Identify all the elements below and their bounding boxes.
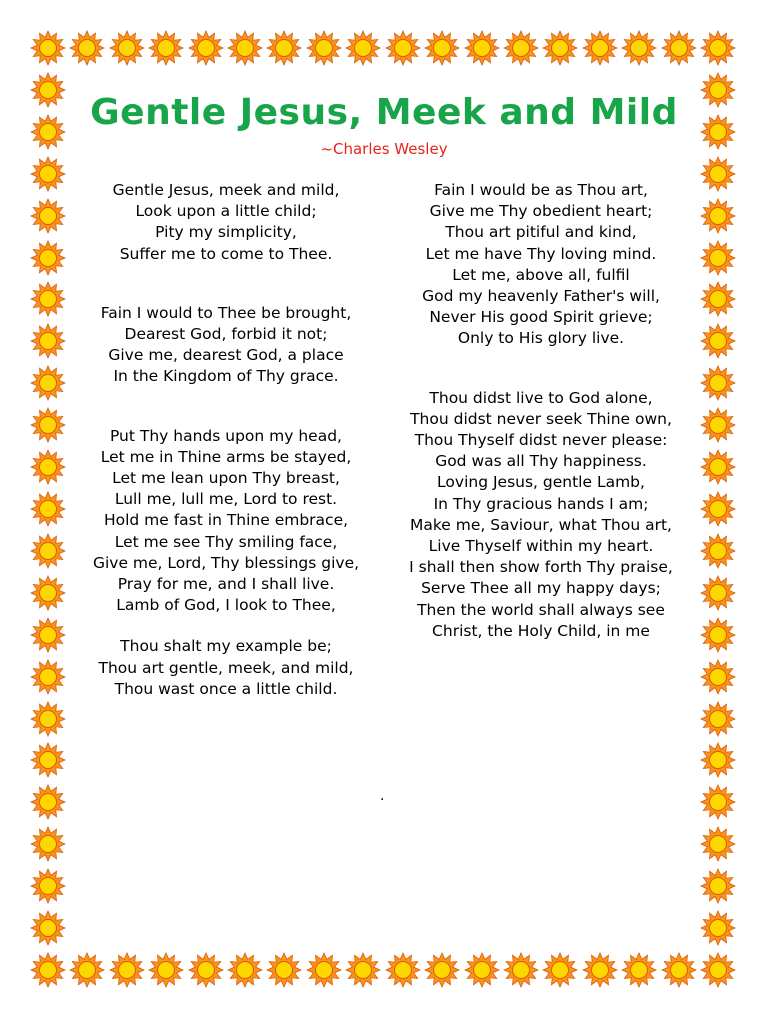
poem-line: Thou Thyself didst never please: [414, 431, 668, 450]
poem-line: Let me lean upon Thy breast, [112, 469, 340, 488]
poem-line: Look upon a little child; [135, 202, 317, 221]
stanza [405, 180, 677, 350]
sun-icon [109, 30, 145, 66]
sun-icon [266, 952, 302, 988]
sun-icon [700, 784, 736, 820]
poem-line: Give me, Lord, Thy blessings give, [92, 553, 360, 572]
poem-column-left [90, 180, 362, 700]
sun-icon [109, 952, 145, 988]
sun-icon [503, 30, 539, 66]
sun-icon [700, 30, 736, 66]
sun-icon [700, 240, 736, 276]
sun-icon [582, 30, 618, 66]
sun-icon [148, 30, 184, 66]
sun-icon [30, 156, 66, 192]
poem-line: Thou art gentle, meek, and mild, [98, 658, 354, 677]
sun-icon [306, 952, 342, 988]
poem-line: Then the world shall always see [417, 600, 665, 619]
poem-column-right [405, 180, 677, 642]
sun-icon [345, 952, 381, 988]
sun-icon [582, 952, 618, 988]
poem-line: Only to His glory live. [457, 329, 625, 348]
sun-icon [661, 30, 697, 66]
sun-icon [700, 575, 736, 611]
stanza [405, 388, 677, 642]
stanza [90, 180, 362, 265]
sun-icon [30, 30, 66, 66]
poem-line: Fain I would be as Thou art, [434, 181, 648, 199]
sun-icon [30, 575, 66, 611]
sun-icon [30, 365, 66, 401]
sun-icon [30, 323, 66, 359]
poem-line: God was all Thy happiness. [435, 452, 647, 471]
sun-icon [700, 910, 736, 946]
poem-line: In Thy gracious hands I am; [433, 494, 649, 513]
trailing-mark: . [380, 788, 385, 804]
poem-line: In the Kingdom of Thy grace. [113, 367, 339, 386]
sun-icon [30, 742, 66, 778]
poem-line: Pray for me, and I shall live. [117, 575, 335, 594]
sun-icon [700, 617, 736, 653]
sun-icon [700, 491, 736, 527]
sun-icon [700, 868, 736, 904]
sun-icon [700, 449, 736, 485]
sun-icon [30, 449, 66, 485]
sun-icon [30, 910, 66, 946]
stanza-gap [90, 388, 362, 426]
sun-icon [69, 952, 105, 988]
sun-icon [266, 30, 302, 66]
poem-line: Live Thyself within my heart. [428, 537, 654, 556]
poem-line: Let me in Thine arms be stayed, [100, 447, 352, 466]
sun-icon [700, 826, 736, 862]
sun-icon [69, 30, 105, 66]
poem-line: Serve Thee all my happy days; [421, 579, 661, 598]
poem-line: Lamb of God, I look to Thee, [116, 596, 336, 615]
sun-icon [542, 952, 578, 988]
sun-icon [30, 533, 66, 569]
poem-line: Pity my simplicity, [155, 223, 297, 242]
sun-icon [30, 491, 66, 527]
poem-line: Make me, Saviour, what Thou art, [409, 515, 672, 534]
stanza-gap [405, 350, 677, 388]
sun-icon [306, 30, 342, 66]
poem-line: Thou didst live to God alone, [429, 388, 653, 407]
sun-icon [700, 952, 736, 988]
sun-icon [424, 30, 460, 66]
stanza [90, 636, 362, 700]
sun-icon [700, 659, 736, 695]
sun-icon [30, 784, 66, 820]
stanza [90, 426, 362, 617]
sun-icon [385, 30, 421, 66]
poem-line: Christ, the Holy Child, in me [432, 621, 650, 640]
sun-icon [188, 30, 224, 66]
sun-icon [148, 952, 184, 988]
poem-title: Gentle Jesus, Meek and Mild [90, 92, 678, 133]
poem-line: Let me have Thy loving mind. [425, 244, 657, 263]
sun-icon [30, 198, 66, 234]
sun-icon [345, 30, 381, 66]
sun-icon [700, 323, 736, 359]
sun-icon [503, 952, 539, 988]
poem-line: Never His good Spirit grieve; [429, 308, 653, 327]
sun-icon [464, 952, 500, 988]
sun-icon [700, 701, 736, 737]
poem-line: God my heavenly Father's will, [422, 287, 660, 306]
poem-line: Put Thy hands upon my head, [109, 426, 342, 445]
poem-line: Gentle Jesus, meek and mild, [112, 181, 340, 199]
sun-icon [700, 742, 736, 778]
sun-icon [700, 156, 736, 192]
poem-line: Thou wast once a little child. [114, 679, 338, 698]
sun-icon [30, 240, 66, 276]
sun-icon [227, 952, 263, 988]
sun-icon [227, 30, 263, 66]
sun-icon [621, 952, 657, 988]
poem-line: Fain I would to Thee be brought, [100, 303, 352, 322]
sun-icon [700, 198, 736, 234]
sun-icon [30, 868, 66, 904]
sun-icon [621, 30, 657, 66]
sun-icon [424, 952, 460, 988]
stanza-gap [90, 265, 362, 303]
poem-line: Thou shalt my example be; [120, 637, 332, 656]
poem-line: Give me Thy obedient heart; [429, 202, 653, 221]
poem-line: Loving Jesus, gentle Lamb, [437, 473, 645, 492]
poem-line: Thou didst never seek Thine own, [410, 409, 672, 428]
stanza [90, 303, 362, 388]
poem-line: Hold me fast in Thine embrace, [103, 511, 349, 530]
sun-icon [542, 30, 578, 66]
sun-icon [30, 617, 66, 653]
sun-icon [700, 365, 736, 401]
poem-line: Thou art pitiful and kind, [445, 223, 637, 242]
stanza-gap [90, 616, 362, 636]
poem-line: Dearest God, forbid it not; [124, 325, 328, 344]
sun-icon [661, 952, 697, 988]
sun-icon [700, 407, 736, 443]
sun-icon [30, 407, 66, 443]
poem-line: Suffer me to come to Thee. [119, 244, 333, 263]
poem-line: Give me, dearest God, a place [108, 346, 344, 365]
sun-icon [385, 952, 421, 988]
poem-line: Let me see Thy smiling face, [114, 532, 338, 551]
poem-line: Let me, above all, fulfil [452, 265, 630, 284]
poem-line: I shall then show forth Thy praise, [409, 558, 673, 577]
poem-author: ~Charles Wesley [320, 140, 448, 158]
sun-icon [188, 952, 224, 988]
sun-icon [30, 701, 66, 737]
sun-icon [464, 30, 500, 66]
sun-icon [30, 826, 66, 862]
sun-icon [30, 281, 66, 317]
sun-icon [30, 659, 66, 695]
sun-icon [700, 281, 736, 317]
sun-icon [30, 952, 66, 988]
sun-icon [700, 533, 736, 569]
poem-line: Lull me, lull me, Lord to rest. [114, 490, 338, 509]
